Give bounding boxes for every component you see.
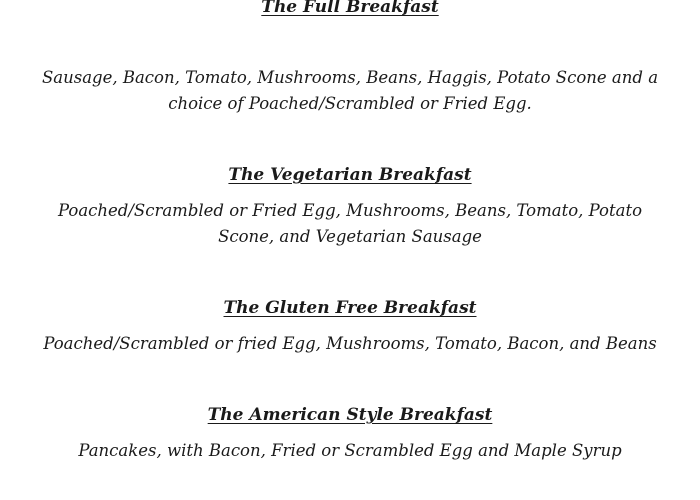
full-breakfast-heading: The Full Breakfast (261, 0, 439, 17)
gluten-free-breakfast-heading: The Gluten Free Breakfast (223, 298, 477, 318)
american-style-breakfast-heading: The American Style Breakfast (207, 405, 493, 425)
vegetarian-breakfast-description: Poached/Scrambled or Fried Egg, Mushrooms, Beans, Tomato, Potato Scone, and Vegetarian Sausage (57, 201, 643, 246)
gluten-free-breakfast-description: Poached/Scrambled or fried Egg, Mushrooms, Tomato, Bacon, and Beans (43, 334, 657, 353)
full-breakfast-description: Sausage, Bacon, Tomato, Mushrooms, Beans, Haggis, Potato Scone and a choice of Poached/Scrambled or Fried Egg. (41, 68, 659, 113)
vegetarian-breakfast-heading: The Vegetarian Breakfast (228, 165, 472, 185)
american-style-breakfast-description: Pancakes, with Bacon, Fried or Scrambled Egg and Maple Syrup (78, 441, 622, 460)
